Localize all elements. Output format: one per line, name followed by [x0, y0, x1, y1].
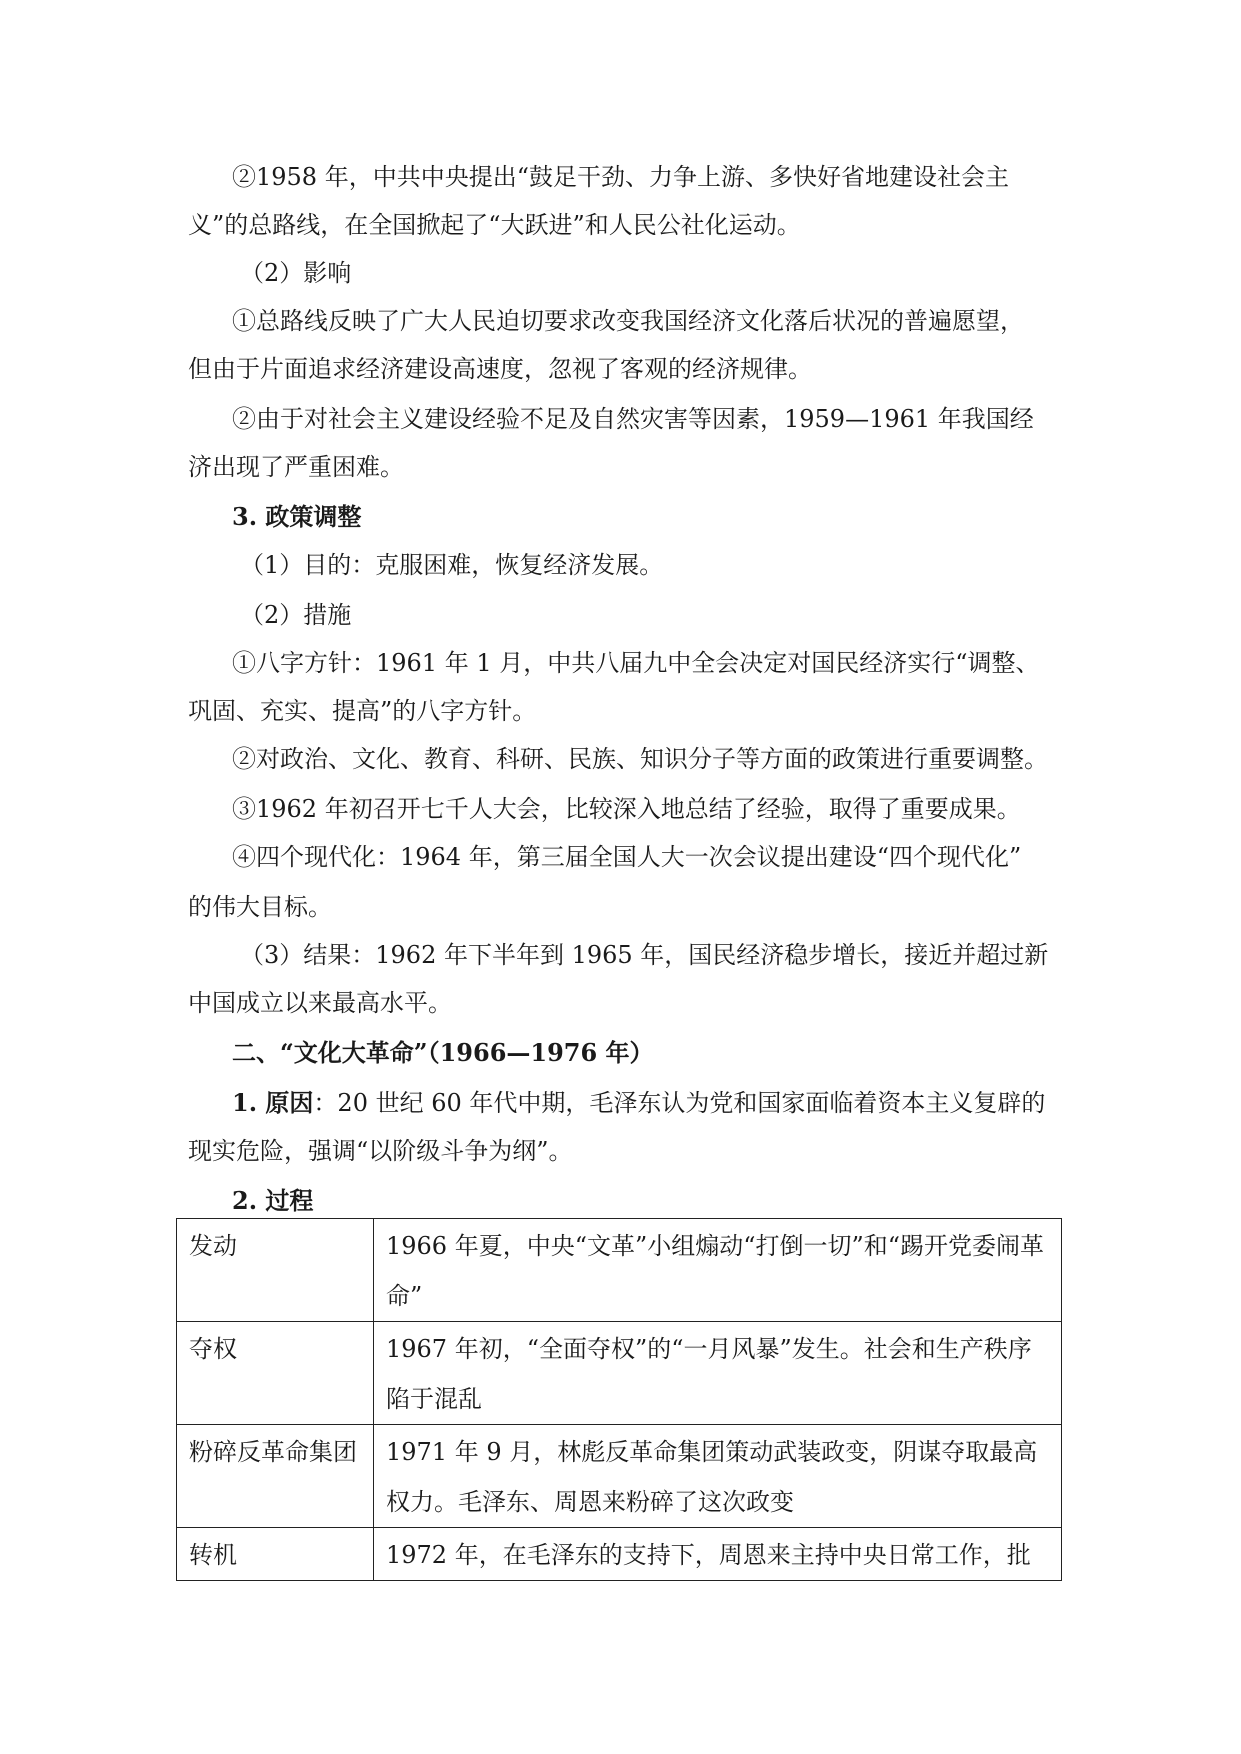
paragraph-line: ②1958 年，中共中央提出“鼓足干劲、力争上游、多快好省地建设社会主 — [232, 163, 1009, 191]
paragraph-line: 现实危险，强调“以阶级斗争为纲”。 — [188, 1137, 573, 1165]
paragraph-line: ①八字方针：1961 年 1 月，中共八届九中全会决定对国民经济实行“调整、 — [232, 649, 1040, 677]
table-cell-key: 粉碎反革命集团 — [177, 1425, 374, 1528]
subheading: （1）目的：克服困难，恢复经济发展。 — [240, 551, 664, 579]
table-cell-key: 发动 — [177, 1219, 374, 1322]
paragraph-line: （3）结果：1962 年下半年到 1965 年，国民经济稳步增长，接近并超过新 — [240, 941, 1049, 969]
paragraph-line: 巩固、充实、提高”的八字方针。 — [188, 697, 537, 725]
table-cell-value: 1966 年夏，中央“文革”小组煽动“打倒一切”和“踢开党委闹革命” — [374, 1219, 1062, 1322]
paragraph-line: 但由于片面追求经济建设高速度，忽视了客观的经济规律。 — [188, 355, 812, 383]
cause-text: ：20 世纪 60 年代中期，毛泽东认为党和国家面临着资本主义复辟的 — [313, 1089, 1046, 1117]
table-cell-key: 夺权 — [177, 1322, 374, 1425]
paragraph-line: ②由于对社会主义建设经验不足及自然灾害等因素，1959—1961 年我国经 — [232, 405, 1034, 433]
section-heading: 2. 过程 — [232, 1186, 314, 1215]
subheading: （2）影响 — [240, 259, 352, 287]
table-cell-value: 1972 年，在毛泽东的支持下，周恩来主持中央日常工作，批 — [374, 1528, 1062, 1581]
paragraph-line: ②对政治、文化、教育、科研、民族、知识分子等方面的政策进行重要调整。 — [232, 745, 1048, 773]
table-cell-value: 1967 年初，“全面夺权”的“一月风暴”发生。社会和生产秩序陷于混乱 — [374, 1322, 1062, 1425]
paragraph-line: ③1962 年初召开七千人大会，比较深入地总结了经验，取得了重要成果。 — [232, 795, 1021, 823]
table-row — [177, 1219, 1062, 1322]
table-row — [177, 1322, 1062, 1425]
table-row — [177, 1528, 1062, 1581]
chapter-heading: 二、“文化大革命”（1966—1976 年） — [232, 1038, 654, 1067]
table-row — [177, 1425, 1062, 1528]
paragraph-line: ①总路线反映了广大人民迫切要求改变我国经济文化落后状况的普遍愿望， — [232, 307, 1024, 335]
process-table — [176, 1218, 1062, 1581]
paragraph-line: 济出现了严重困难。 — [188, 453, 404, 481]
paragraph-line: 义”的总路线，在全国掀起了“大跃进”和人民公社化运动。 — [188, 211, 801, 239]
subheading: （2）措施 — [240, 601, 352, 629]
table-cell-value: 1971 年 9 月，林彪反革命集团策动武装政变，阴谋夺取最高权力。毛泽东、周恩来粉碎了这次政变 — [374, 1425, 1062, 1528]
paragraph-line: ④四个现代化：1964 年，第三届全国人大一次会议提出建设“四个现代化” — [232, 843, 1022, 871]
section-heading: 3. 政策调整 — [232, 502, 362, 531]
table-cell-key: 转机 — [177, 1528, 374, 1581]
paragraph-line: 的伟大目标。 — [188, 893, 332, 921]
paragraph-line — [232, 1088, 1045, 1118]
cause-label: 1. 原因 — [232, 1088, 314, 1117]
paragraph-line: 中国成立以来最高水平。 — [188, 989, 452, 1017]
